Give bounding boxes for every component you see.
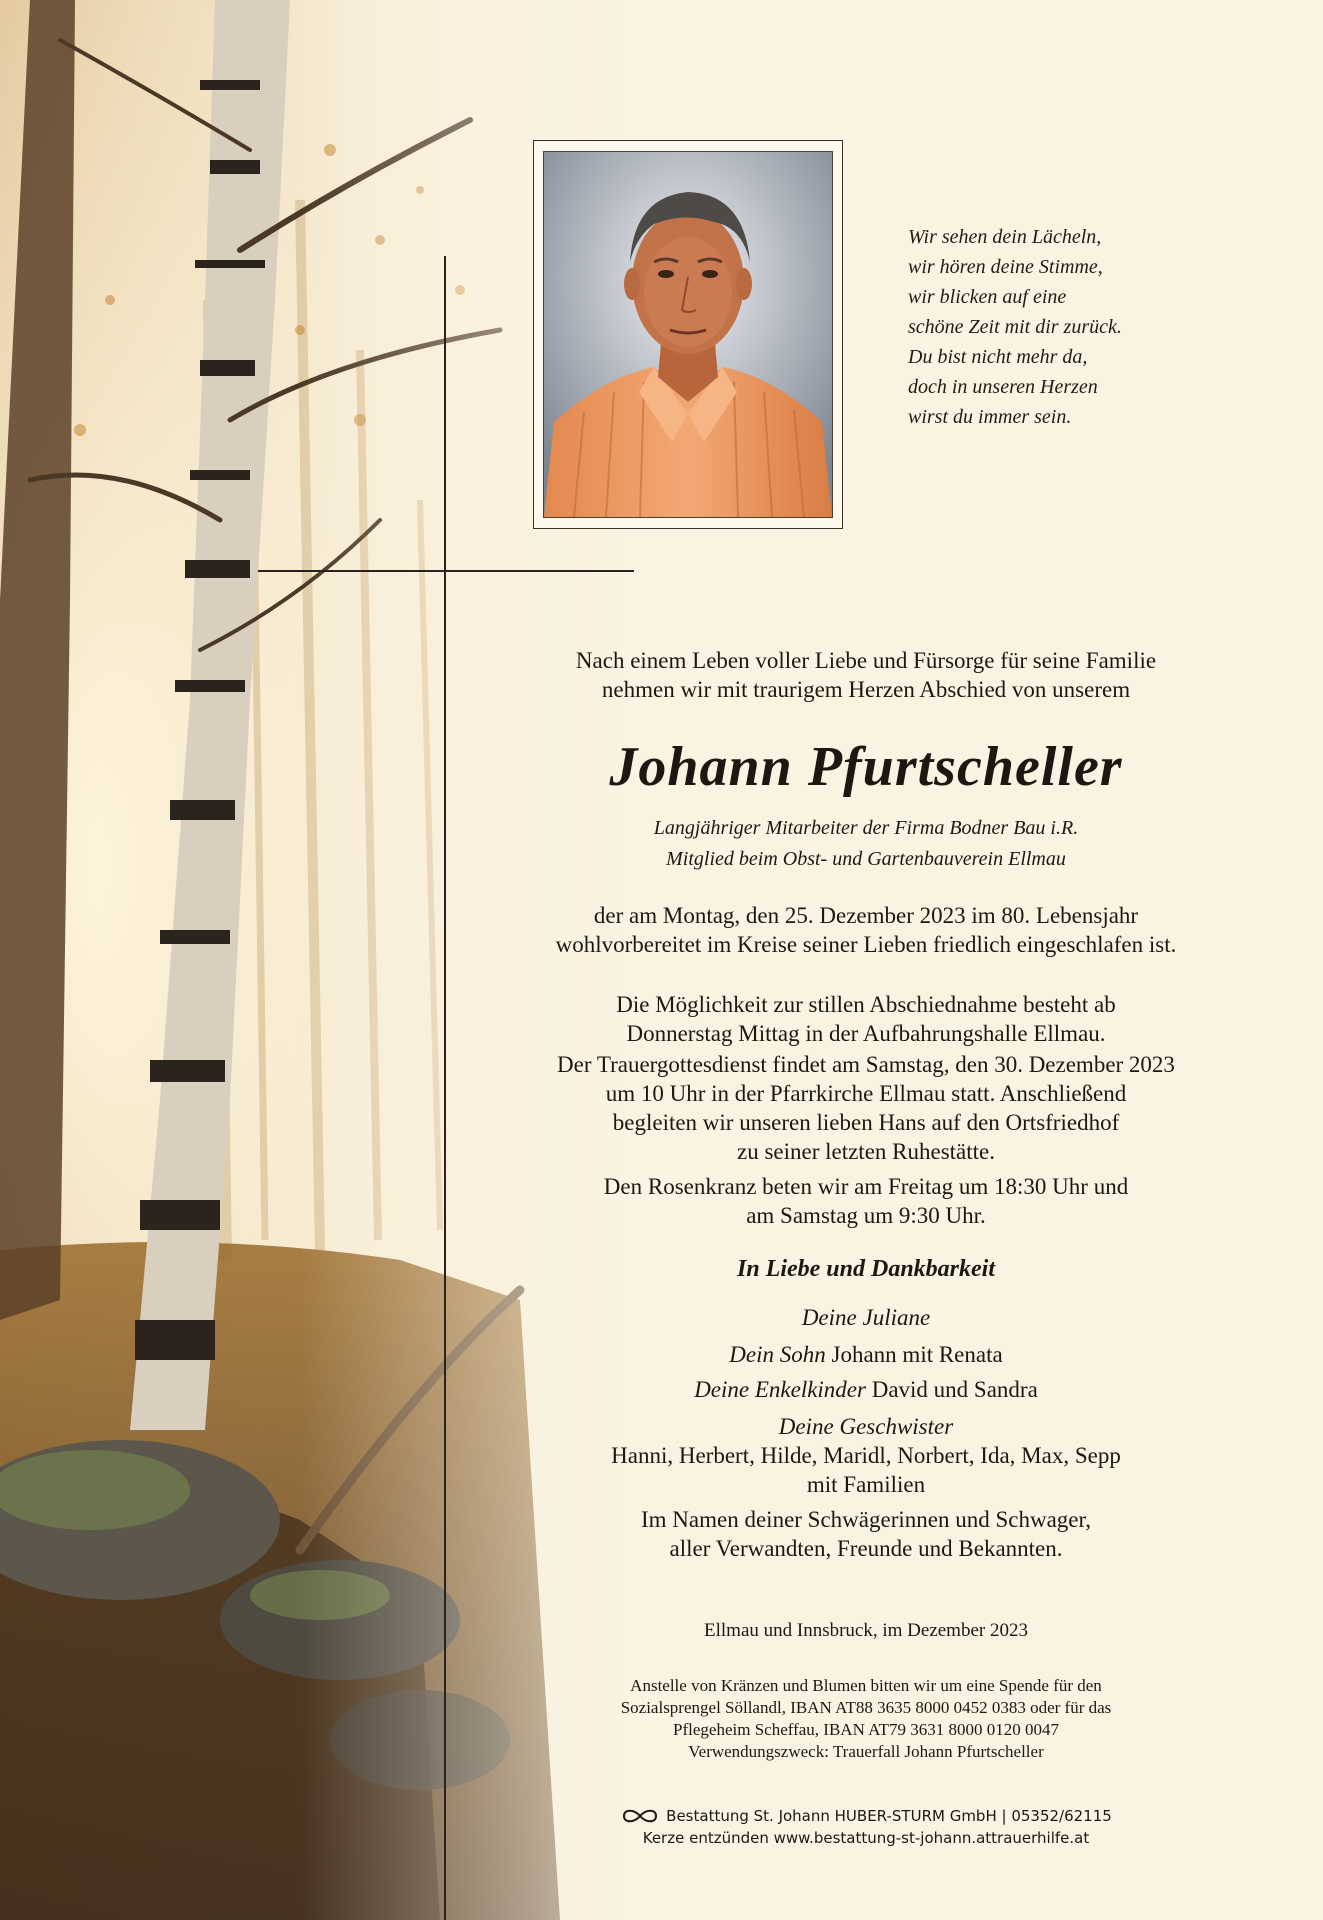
- family-son-label: Dein Sohn: [729, 1342, 826, 1367]
- intro-line: Nach einem Leben voller Liebe und Fürsorge für seine Familie: [575, 648, 1157, 673]
- poem-line: schöne Zeit mit dir zurück.: [908, 316, 1122, 338]
- rosary-line: Den Rosenkranz beten wir am Freitag um 18:30 Uhr und: [603, 1174, 1129, 1199]
- funeral-service-notice: [496, 1050, 1236, 1166]
- portrait-frame: [533, 140, 843, 529]
- others-line: Im Namen deiner Schwägerinnen und Schwager,: [641, 1507, 1091, 1532]
- deceased-name: Johann Pfurtscheller: [609, 736, 1123, 798]
- cross-vertical-bar: [444, 256, 446, 1920]
- family-wife: Deine Juliane: [801, 1305, 931, 1330]
- death-line: wohlvorbereitet im Kreise seiner Lieben friedlich eingeschlafen ist.: [555, 932, 1177, 957]
- family-grandchildren: [496, 1375, 1236, 1404]
- death-line: der am Montag, den 25. Dezember 2023 im 80. Lebensjahr: [593, 903, 1139, 928]
- donation-notice: [496, 1675, 1236, 1763]
- donation-line: Verwendungszweck: Trauerfall Johann Pfurtscheller: [688, 1742, 1044, 1761]
- poem-line: wir hören deine Stimme,: [908, 256, 1103, 278]
- donation-line: Sozialsprengel Söllandl, IBAN AT88 3635 8000 0452 0383 oder für das: [620, 1698, 1112, 1717]
- family-siblings-label: Deine Geschwister: [778, 1414, 954, 1439]
- poem-line: Wir sehen dein Lächeln,: [908, 226, 1102, 248]
- memorial-poem: [908, 222, 1238, 432]
- poem-line: doch in unseren Herzen: [908, 376, 1098, 398]
- service-line: zu seiner letzten Ruhestätte.: [736, 1139, 995, 1164]
- others-line: aller Verwandten, Freunde und Bekannten.: [669, 1536, 1063, 1561]
- infinity-logo-icon: [620, 1807, 660, 1821]
- poem-line: wirst du immer sein.: [908, 406, 1072, 428]
- family-son-names: Johann mit Renata: [831, 1342, 1003, 1367]
- service-line: um 10 Uhr in der Pfarrkirche Ellmau statt. Anschließend: [605, 1081, 1127, 1106]
- death-notice: [496, 901, 1236, 959]
- rosary-notice: [496, 1172, 1236, 1230]
- family-grandchildren-names: David und Sandra: [871, 1377, 1038, 1402]
- family-others: [496, 1505, 1236, 1563]
- deceased-roles: [496, 813, 1236, 875]
- candle-link[interactable]: Kerze entzünden www.bestattung-st-johann.attrauerhilfe.at: [642, 1829, 1090, 1847]
- viewing-line: Donnerstag Mittag in der Aufbahrungshalle Ellmau.: [626, 1021, 1106, 1046]
- undertaker-name: Bestattung St. Johann HUBER-STURM GmbH | 05352/62115: [666, 1807, 1112, 1825]
- undertaker-line: [496, 1805, 1236, 1827]
- thanks-heading: In Liebe und Dankbarkeit: [736, 1256, 996, 1282]
- place-date: Ellmau und Innsbruck, im Dezember 2023: [704, 1620, 1028, 1641]
- family-siblings-names: Hanni, Herbert, Hilde, Maridl, Norbert, Ida, Max, Sepp: [611, 1443, 1121, 1468]
- role-line: Mitglied beim Obst- und Gartenbauverein Ellmau: [666, 848, 1066, 870]
- poem-line: wir blicken auf eine: [908, 286, 1067, 308]
- family-grandchildren-label: Deine Enkelkinder: [694, 1377, 866, 1402]
- undertaker-footer: [496, 1805, 1236, 1849]
- donation-line: Anstelle von Kränzen und Blumen bitten wir um eine Spende für den: [630, 1676, 1102, 1695]
- service-line: begleiten wir unseren lieben Hans auf den Ortsfriedhof: [612, 1110, 1120, 1135]
- cross-horizontal-bar: [258, 570, 634, 572]
- family-son: [496, 1340, 1236, 1369]
- viewing-notice: [496, 990, 1236, 1048]
- service-line: Der Trauergottesdienst findet am Samstag, den 30. Dezember 2023: [557, 1052, 1175, 1077]
- donation-line: Pflegeheim Scheffau, IBAN AT79 3631 8000 0120 0047: [673, 1720, 1059, 1739]
- role-line: Langjähriger Mitarbeiter der Firma Bodner Bau i.R.: [653, 817, 1079, 839]
- viewing-line: Die Möglichkeit zur stillen Abschiednahme besteht ab: [616, 992, 1116, 1017]
- intro-text: [496, 646, 1236, 704]
- rosary-line: am Samstag um 9:30 Uhr.: [746, 1203, 986, 1228]
- portrait-photo: [543, 151, 833, 518]
- intro-line: nehmen wir mit traurigem Herzen Abschied von unserem: [601, 677, 1131, 702]
- family-siblings-suffix: mit Familien: [806, 1472, 926, 1497]
- poem-line: Du bist nicht mehr da,: [908, 346, 1088, 368]
- family-siblings: [496, 1412, 1236, 1499]
